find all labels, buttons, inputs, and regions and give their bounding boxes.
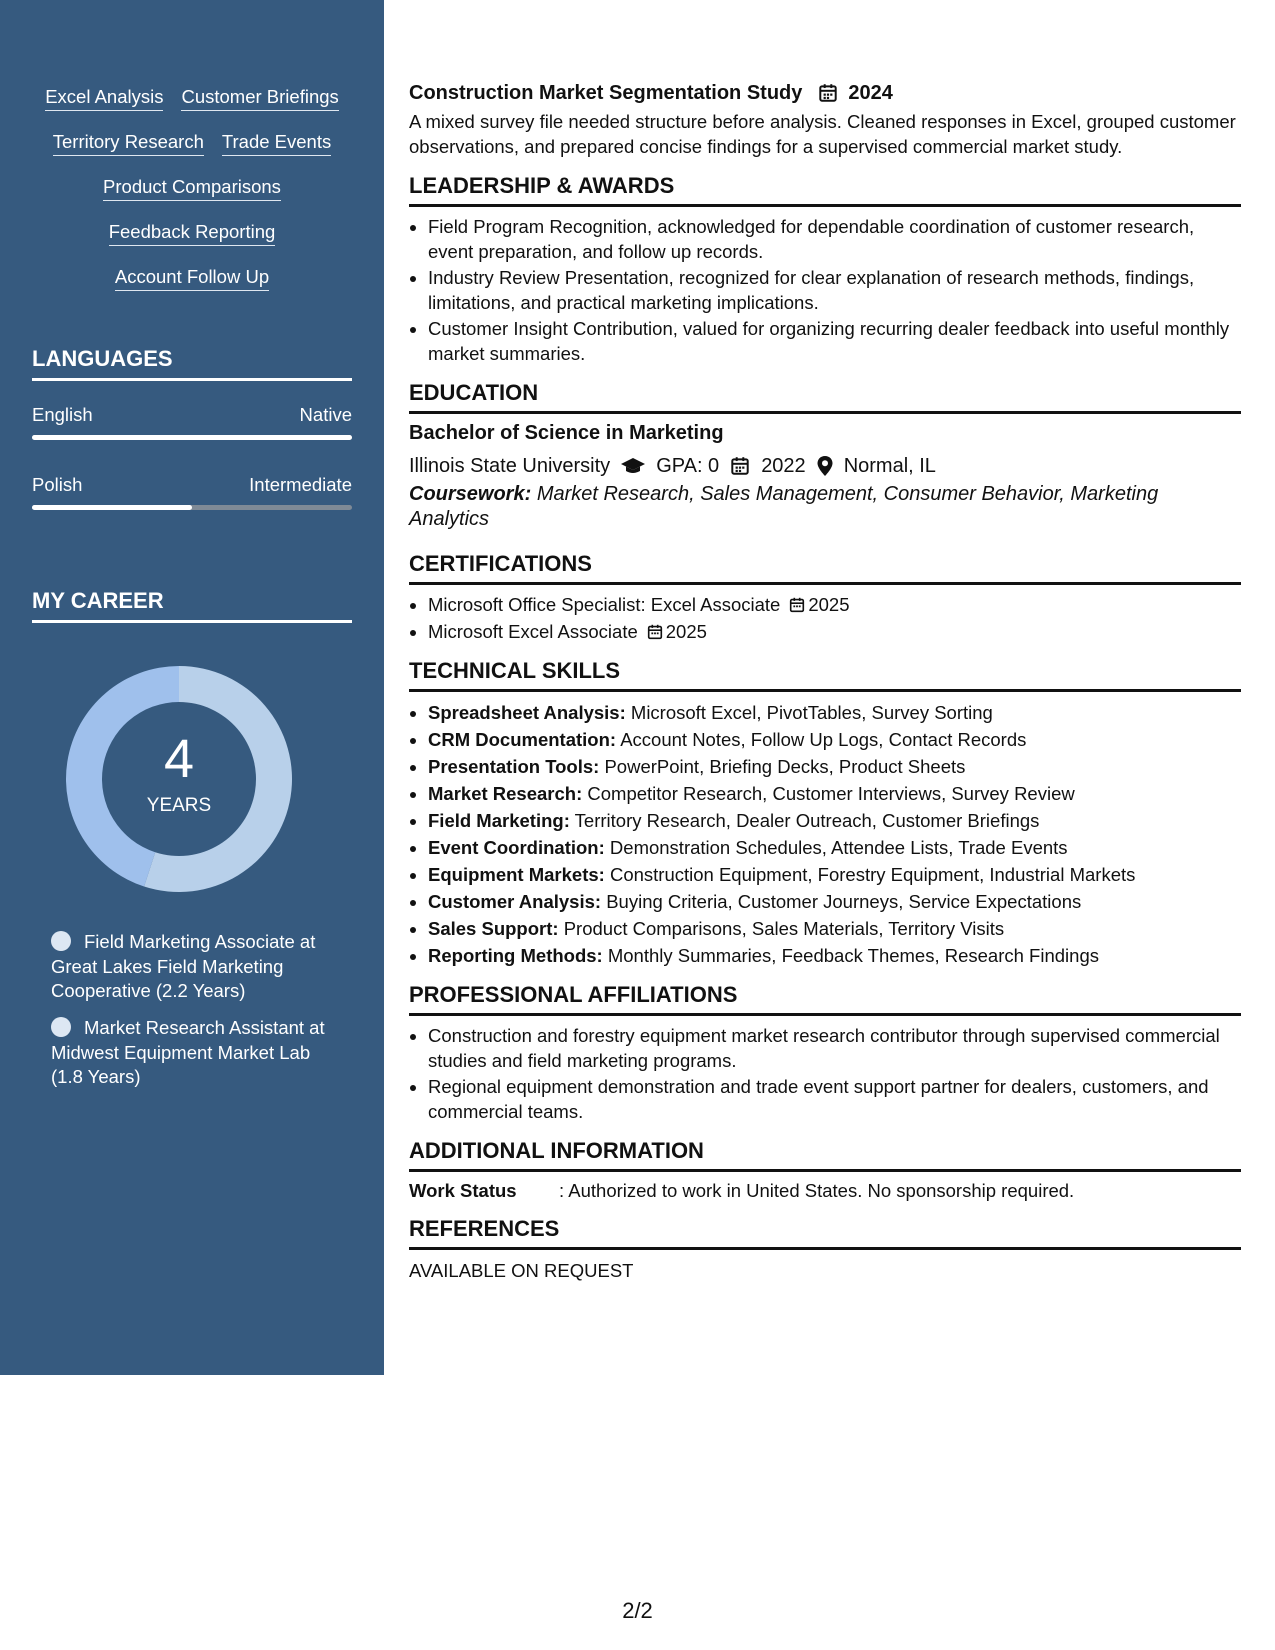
technical-skills-heading: TECHNICAL SKILLS bbox=[409, 658, 1241, 692]
certification-name: • Microsoft Excel Associate bbox=[428, 620, 638, 642]
project-description: A mixed survey file needed structure before analysis. Cleaned responses in Excel, grouped customer observations, and prepared concise findings for a supervised commercial market study. bbox=[409, 111, 1236, 157]
education-year: 2022 bbox=[761, 454, 806, 477]
language-bar-fill bbox=[32, 435, 352, 440]
sidebar bbox=[0, 0, 384, 1375]
graduation-cap-icon bbox=[620, 456, 646, 476]
career-years-label: YEARS bbox=[146, 795, 212, 816]
list-item bbox=[428, 754, 1241, 779]
references-text: AVAILABLE ON REQUEST bbox=[409, 1260, 634, 1281]
language-name: Polish bbox=[32, 474, 83, 495]
calendar-icon bbox=[816, 82, 840, 104]
skill-tag-row bbox=[32, 131, 352, 176]
leadership-list bbox=[409, 215, 1241, 366]
affiliations-list bbox=[409, 1024, 1241, 1124]
language-bar bbox=[32, 435, 352, 440]
coursework-list: Market Research, Sales Management, Consumer Behavior, Marketing Analytics bbox=[409, 483, 1159, 530]
skill-tag-row bbox=[32, 176, 352, 221]
page-number: 2/2 bbox=[622, 1598, 653, 1623]
career-dot-icon bbox=[51, 931, 71, 951]
technical-skills-list bbox=[409, 700, 1241, 968]
certifications-heading: CERTIFICATIONS bbox=[409, 551, 1241, 585]
skill-values: Account Notes, Follow Up Logs, Contact Records bbox=[620, 729, 1027, 750]
list-item bbox=[428, 781, 1241, 806]
career-years-value: 4 bbox=[163, 729, 195, 789]
list-item bbox=[428, 916, 1241, 941]
list-item bbox=[428, 862, 1241, 887]
skill-tag: Excel Analysis bbox=[45, 86, 163, 111]
list-item: • Industry Review Presentation, recognized for clear explanation of research methods, findings, limitations, and practical marketing implications. bbox=[428, 266, 1241, 315]
list-item bbox=[428, 700, 1241, 725]
skill-tags bbox=[32, 86, 352, 311]
skill-tag-row bbox=[32, 266, 352, 311]
project-year: 2024 bbox=[848, 81, 893, 104]
skill-values: PowerPoint, Briefing Decks, Product Sheets bbox=[604, 756, 966, 777]
list-item: • Field Program Recognition, acknowledged for dependable coordination of customer research, event preparation, and follow up records. bbox=[428, 215, 1241, 264]
education-meta bbox=[409, 450, 1241, 482]
certification-year: 2025 bbox=[808, 594, 850, 615]
certifications-list bbox=[409, 593, 1241, 644]
work-status-row bbox=[409, 1180, 1241, 1202]
language-level: Native bbox=[299, 404, 352, 425]
education-location: Normal, IL bbox=[843, 454, 936, 477]
list-item: • Construction and forestry equipment market research contributor through supervised commercial studies and field marketing programs. bbox=[428, 1024, 1241, 1073]
skill-category: Event Coordination: bbox=[428, 837, 605, 858]
skill-values: Competitor Research, Customer Interviews, Survey Review bbox=[587, 783, 1075, 804]
skill-category: Reporting Methods: bbox=[428, 945, 603, 966]
affiliations-heading: PROFESSIONAL AFFILIATIONS bbox=[409, 982, 1241, 1016]
skill-tag-row bbox=[32, 221, 352, 266]
main-content bbox=[409, 78, 1241, 1282]
location-pin-icon bbox=[816, 455, 834, 477]
list-item bbox=[428, 943, 1241, 968]
skill-values: Demonstration Schedules, Attendee Lists, Trade Events bbox=[609, 837, 1068, 858]
skill-tag: Trade Events bbox=[222, 131, 331, 156]
languages-heading: LANGUAGES bbox=[32, 346, 352, 381]
skill-category: Market Research: bbox=[428, 783, 583, 804]
work-status-label: Work Status bbox=[409, 1180, 517, 1201]
skill-tag: Feedback Reporting bbox=[109, 221, 276, 246]
certification-name: • Microsoft Office Specialist: Excel Associate bbox=[428, 594, 781, 615]
skill-category: Equipment Markets: bbox=[428, 864, 605, 885]
career-dot-icon bbox=[51, 1017, 71, 1037]
career-donut-chart bbox=[66, 666, 292, 892]
education-degree: Bachelor of Science in Marketing bbox=[409, 422, 724, 444]
language-english bbox=[32, 404, 352, 426]
language-polish bbox=[32, 474, 352, 496]
education-heading: EDUCATION bbox=[409, 380, 1241, 414]
education-gpa: GPA: 0 bbox=[656, 454, 720, 477]
language-bar bbox=[32, 505, 352, 510]
skill-tag: Product Comparisons bbox=[103, 176, 281, 201]
skill-values: Buying Criteria, Customer Journeys, Service Expectations bbox=[606, 891, 1082, 912]
skill-values: Construction Equipment, Forestry Equipment, Industrial Markets bbox=[609, 864, 1136, 885]
skill-values: Monthly Summaries, Feedback Themes, Research Findings bbox=[607, 945, 1099, 966]
career-item-text: Market Research Assistant at Midwest Equipment Market Lab (1.8 Years) bbox=[51, 1017, 325, 1087]
list-item: • Regional equipment demonstration and trade event support partner for dealers, customers, and commercial teams. bbox=[428, 1075, 1241, 1124]
skill-tag: Account Follow Up bbox=[115, 266, 269, 291]
education-coursework bbox=[409, 482, 1241, 531]
list-item: • Customer Insight Contribution, valued for organizing recurring dealer feedback into useful monthly market summaries. bbox=[428, 317, 1241, 366]
skill-category: Sales Support: bbox=[428, 918, 559, 939]
list-item bbox=[428, 727, 1241, 752]
leadership-heading: LEADERSHIP & AWARDS bbox=[409, 173, 1241, 207]
education-school: Illinois State University bbox=[409, 454, 611, 477]
coursework-label: Coursework: bbox=[409, 483, 532, 505]
skill-tag: Customer Briefings bbox=[181, 86, 338, 111]
skill-values: Product Comparisons, Sales Materials, Territory Visits bbox=[563, 918, 1005, 939]
language-bar-fill bbox=[32, 505, 192, 510]
career-item-text: Field Marketing Associate at Great Lakes Field Marketing Cooperative (2.2 Years) bbox=[51, 931, 316, 1001]
skill-tag-row bbox=[32, 86, 352, 131]
skill-category: Field Marketing: bbox=[428, 810, 570, 831]
language-name: English bbox=[32, 404, 93, 425]
project-title: Construction Market Segmentation Study bbox=[409, 81, 803, 104]
list-item bbox=[428, 620, 1241, 645]
list-item bbox=[428, 593, 1241, 618]
list-item bbox=[428, 835, 1241, 860]
skill-category: Customer Analysis: bbox=[428, 891, 602, 912]
references-heading: REFERENCES bbox=[409, 1216, 1241, 1250]
skill-category: CRM Documentation: bbox=[428, 729, 617, 750]
career-item bbox=[51, 1016, 331, 1090]
certification-year: 2025 bbox=[665, 620, 707, 642]
skill-tag: Territory Research bbox=[53, 131, 204, 156]
career-item bbox=[51, 930, 331, 1004]
skill-values: Microsoft Excel, PivotTables, Survey Sorting bbox=[630, 702, 993, 723]
donut-segment bbox=[66, 666, 179, 886]
additional-info-heading: ADDITIONAL INFORMATION bbox=[409, 1138, 1241, 1172]
calendar-icon bbox=[729, 455, 751, 477]
work-status-value: : Authorized to work in United States. No sponsorship required. bbox=[559, 1180, 1075, 1201]
calendar-icon bbox=[646, 623, 664, 641]
list-item bbox=[428, 808, 1241, 833]
career-heading: MY CAREER bbox=[32, 588, 352, 623]
list-item bbox=[428, 889, 1241, 914]
skill-values: Territory Research, Dealer Outreach, Customer Briefings bbox=[574, 810, 1040, 831]
project-title-row bbox=[409, 78, 1241, 108]
language-level: Intermediate bbox=[249, 474, 352, 495]
skill-category: Spreadsheet Analysis: bbox=[428, 702, 626, 723]
calendar-icon bbox=[788, 596, 806, 614]
skill-category: Presentation Tools: bbox=[428, 756, 600, 777]
